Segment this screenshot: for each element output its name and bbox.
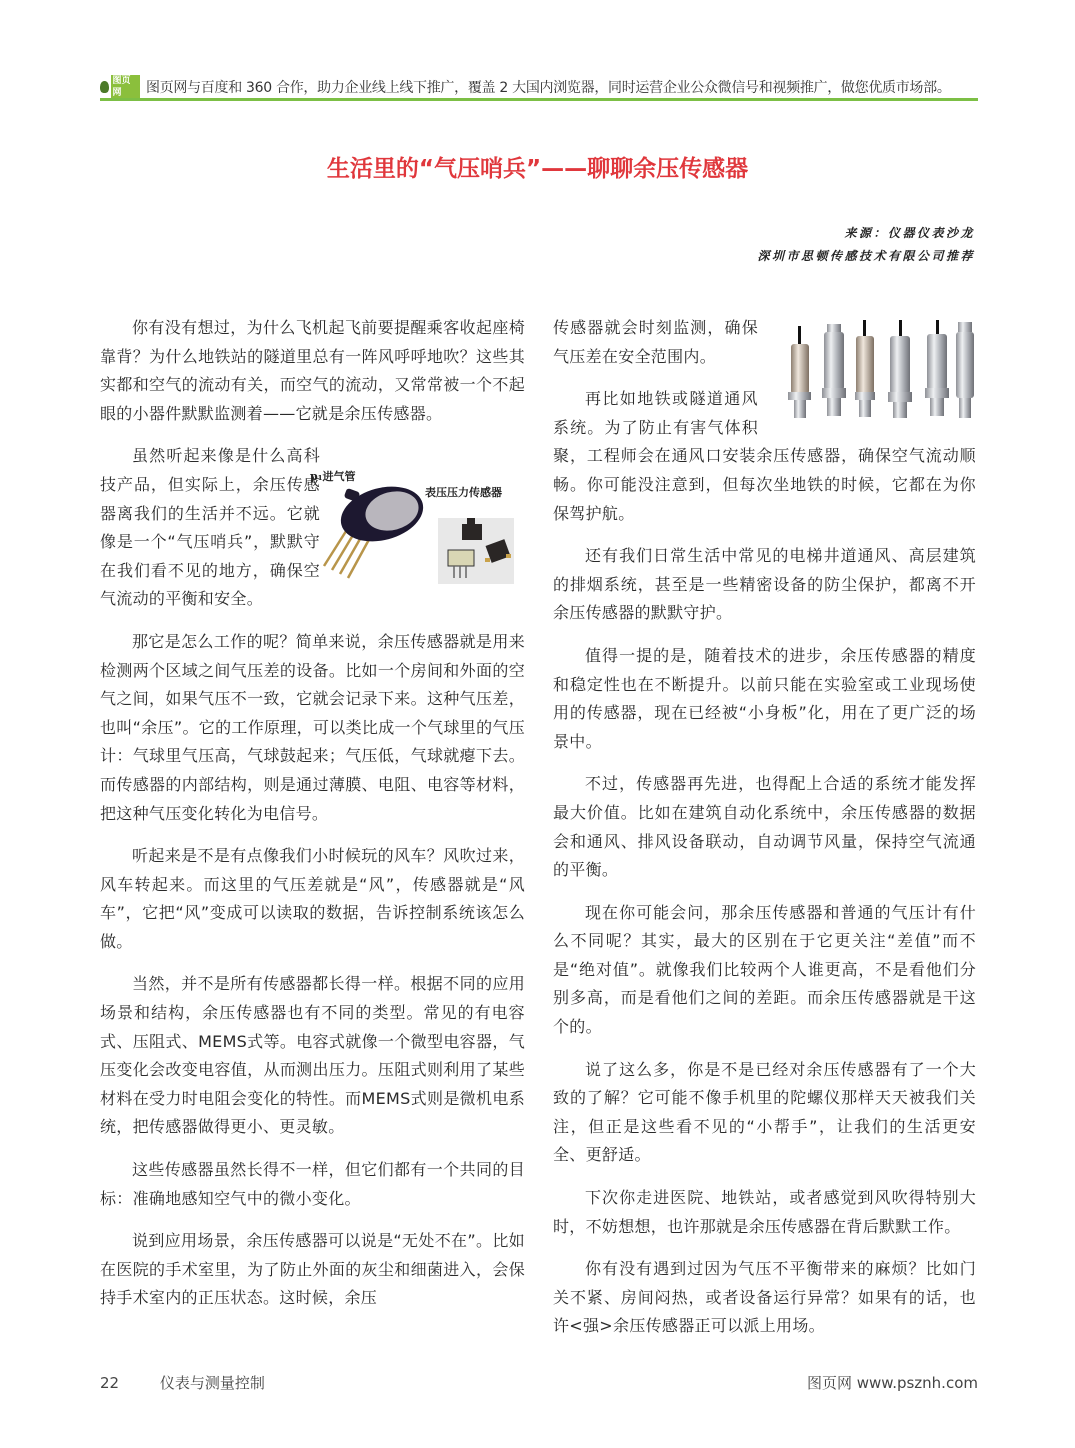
transmitter <box>956 322 974 418</box>
article-title: 生活里的“气压哨兵”——聊聊余压传感器 <box>326 156 749 182</box>
paragraph: 再比如地铁或隧道通风系统。为了防止有害气体积聚，工程师会在通风口安装余压传感器，确保空气流动顺畅。你可能没注意到，但每次坐地铁的时候，它都在为你保驾护航。 <box>553 385 976 528</box>
header-tagline: 图页网与百度和 360 合作，助力企业线上线下推广，覆盖 2 大国内浏览器，同时运营企业公众微信号和视频推广，做您优质市场部。 <box>146 80 951 96</box>
gauge-sensor-label: 表压压力传感器 <box>425 486 502 499</box>
right-column <box>553 314 976 1355</box>
article-source <box>757 222 975 268</box>
gauge-sensor-chips <box>438 518 514 584</box>
paragraph: 这些传感器虽然长得不一样，但它们都有一个共同的目标：准确地感知空气中的微小变化。 <box>100 1160 525 1208</box>
round-pressure-sensor <box>324 478 429 578</box>
page-footer-right <box>807 1372 978 1393</box>
paragraph: 说到应用场景，余压传感器可以说是“无处不在”。比如在医院的手术室里，为了防止外面的灰尘和细菌进入，会保持手术室内的正压状态。这时候，余压 <box>100 1231 525 1308</box>
sensor-figure-1 <box>310 468 535 598</box>
page-number: 22 <box>100 1374 120 1392</box>
source-line: 来源：仪器仪表沙龙 <box>844 226 975 240</box>
inlet-label: p₁进气管 <box>310 470 356 483</box>
header-divider <box>100 98 978 101</box>
paragraph: 还有我们日常生活中常见的电梯井道通风、高层建筑的排烟系统，甚至是一些精密设备的防尘保护，都离不开余压传感器的默默守护。 <box>553 546 976 623</box>
page-footer-left <box>100 1372 301 1393</box>
paragraph: 那它是怎么工作的呢？简单来说，余压传感器就是用来检测两个区域之间气压差的设备。比如一个房间和外面的空气之间，如果气压不一致，它就会记录下来。这种气压差，也叫“余压”。它的工作原理，可以类比成一个气球里的气压计：气球里气压高，气球鼓起来；气压低，气球就瘪下去。而传感器的内部结构，则是通过薄膜、电阻、电容等材料，把这种气压变化转化为电信号。 <box>100 631 525 823</box>
section-name: 仪表与测量控制 <box>159 1374 265 1392</box>
paragraph: 你有没有想过，为什么飞机起飞前要提醒乘客收起座椅靠背？为什么地铁站的隧道里总有一阵风呼呼地吹？这些其实都和空气的流动有关，而空气的流动，又常常被一个不起眼的小器件默默监测着——它就是余压传感器。 <box>100 318 525 423</box>
footer-site-name: 图页网 <box>806 1374 852 1392</box>
paragraph: 你有没有遇到过因为气压不平衡带来的麻烦？比如门关不紧、房间闷热，或者设备运行异常？如果有的话，也许<强>余压传感器正可以派上用场。 <box>553 1259 976 1336</box>
left-column <box>100 314 525 1327</box>
transmitter <box>925 320 949 416</box>
transmitter <box>822 324 846 416</box>
paragraph: 说了这么多，你是不是已经对余压传感器有了一个大致的了解？它可能不像手机里的陀螺仪那样天天被我们关注，但正是这些看不见的“小帮手”，让我们的生活更安全、更舒适。 <box>553 1059 976 1165</box>
sensor-figure-2 <box>775 318 975 420</box>
sensor-illustration <box>310 468 535 598</box>
transmitter <box>855 320 875 417</box>
transmitter <box>788 326 811 418</box>
logo-text: 图页网 <box>111 75 141 99</box>
paragraph: 传感器就会时刻监测，确保气压差在安全范围内。 <box>553 318 758 366</box>
page-header <box>100 76 978 98</box>
transmitters-illustration <box>775 318 975 420</box>
footer-site-url[interactable]: www.psznh.com <box>856 1374 978 1392</box>
site-logo <box>100 76 140 98</box>
paragraph: 不过，传感器再先进，也得配上合适的系统才能发挥最大价值。比如在建筑自动化系统中，余压传感器的数据会和通风、排风设备联动，自动调节风量，保持空气流通的平衡。 <box>553 774 976 880</box>
paragraph-text: 虽然听起来像是什么高科技产品，但实际上，余压传感器离我们的生活并不远。它就像是一个“气压哨兵”，默默守在我们看不见的地方，确保空气流动的平衡和安全。 <box>100 446 320 609</box>
paragraph: 听起来是不是有点像我们小时候玩的风车？风吹过来，风车转起来。而这里的气压差就是“风”，传感器就是“风车”，它把“风”变成可以读取的数据，告诉控制系统该怎么做。 <box>100 846 525 951</box>
leaf-icon <box>100 81 109 93</box>
transmitter <box>888 320 912 418</box>
paragraph: 现在你可能会问，那余压传感器和普通的气压计有什么不同呢？其实，最大的区别在于它更关注“差值”而不是“绝对值”。就像我们比较两个人谁更高，不是看他们分别多高，而是看他们之间的差距。而余压传感器就是干这个的。 <box>553 902 976 1037</box>
recommend-line: 深圳市思顿传感技术有限公司推荐 <box>757 249 975 263</box>
paragraph: 下次你走进医院、地铁站，或者感觉到风吹得特别大时，不妨想想，也许那就是余压传感器在背后默默工作。 <box>553 1188 976 1236</box>
paragraph: 值得一提的是，随着技术的进步，余压传感器的精度和稳定性也在不断提升。以前只能在实验室或工业现场使用的传感器，现在已经被“小身板”化，用在了更广泛的场景中。 <box>553 645 976 751</box>
paragraph: 当然，并不是所有传感器都长得一样。根据不同的应用场景和结构，余压传感器也有不同的类型。常见的有电容式、压阻式、MEMS式等。电容式就像一个微型电容器，气压变化会改变电容值，从而测出压力。压阻式则利用了某些材料在受力时电阻会变化的特性。而MEMS式则是微机电系统，把传感器做得更小、更灵敏。 <box>100 974 525 1137</box>
